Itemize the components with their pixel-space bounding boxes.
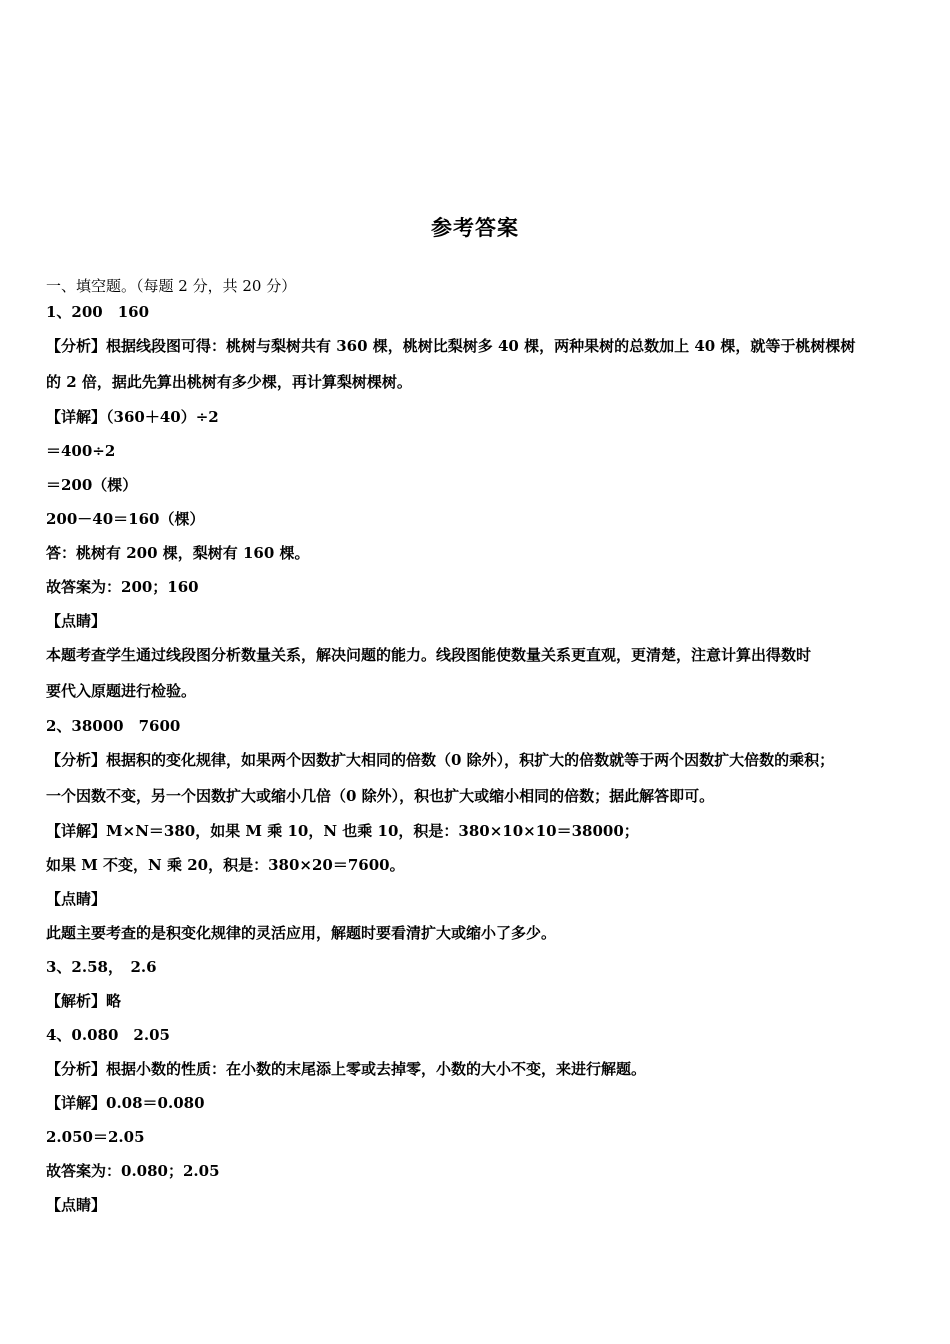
- q1-answer: 1、200 160: [46, 303, 150, 321]
- analysis-tag: 【分析】: [46, 1060, 107, 1078]
- q1-detail-line: 200－40＝160（棵）: [46, 510, 205, 528]
- q1-detail-text: （360＋40）÷2: [106, 408, 219, 426]
- q4-comment-tag: 【点睛】: [46, 1196, 107, 1214]
- q2-comment: 此题主要考查的是积变化规律的灵活应用，解题时要看清扩大或缩小了多少。: [46, 924, 557, 942]
- q3-analysis: [46, 991, 916, 1011]
- q2-comment-tag: 【点睛】: [46, 890, 107, 908]
- q1-detail-line: 答：桃树有 200 棵，梨树有 160 棵。: [46, 544, 310, 562]
- q1-detail-line: ＝400÷2: [46, 442, 116, 460]
- q1-detail-line: 故答案为：200；160: [46, 578, 199, 596]
- q1-comment-tag: 【点睛】: [46, 612, 107, 630]
- q4-detail-text: 0.08＝0.080: [106, 1094, 205, 1112]
- q1-detail-line: ＝200（棵）: [46, 476, 138, 494]
- q1-analysis: [46, 336, 916, 356]
- q2-detail-text: M×N＝380，如果 M 乘 10，N 也乘 10，积是：380×10×10＝38000；: [106, 822, 639, 840]
- q4-analysis: [46, 1059, 916, 1079]
- q3-answer: 3、2.58， 2.6: [46, 958, 157, 976]
- q3-analysis-text: 略: [106, 992, 122, 1010]
- analysis-tag: 【分析】: [46, 337, 107, 355]
- q1-analysis-cont: 的 2 倍，据此先算出桃树有多少棵，再计算梨树棵树。: [46, 373, 412, 391]
- q1-comment-cont: 要代入原题进行检验。: [46, 682, 197, 700]
- q1-detail: [46, 407, 916, 427]
- q2-analysis-text: 根据积的变化规律，如果两个因数扩大相同的倍数（0 除外），积扩大的倍数就等于两个因数扩大倍数的乘积；: [106, 751, 835, 769]
- detail-tag: 【详解】: [46, 822, 107, 840]
- q1-analysis-text: 根据线段图可得：桃树与梨树共有 360 棵，桃树比梨树多 40 棵，两种果树的总数加上 40 棵，就等于桃树棵树: [106, 337, 856, 355]
- q2-detail-line: 如果 M 不变，N 乘 20，积是：380×20＝7600。: [46, 856, 405, 874]
- detail-tag: 【详解】: [46, 1094, 107, 1112]
- q2-analysis: [46, 750, 916, 770]
- q4-answer: 4、0.080 2.05: [46, 1026, 170, 1044]
- detail-tag: 【详解】: [46, 408, 107, 426]
- q1-comment: 本题考查学生通过线段图分析数量关系，解决问题的能力。线段图能使数量关系更直观，更清楚，注意计算出得数时: [46, 646, 812, 664]
- q4-detail: [46, 1093, 916, 1113]
- page-title: 参考答案: [431, 216, 519, 240]
- q4-detail-line: 2.050＝2.05: [46, 1128, 145, 1146]
- analysis-tag: 【解析】: [46, 992, 107, 1010]
- q4-analysis-text: 根据小数的性质：在小数的末尾添上零或去掉零，小数的大小不变，来进行解题。: [106, 1060, 647, 1078]
- q4-detail-line: 故答案为：0.080；2.05: [46, 1162, 220, 1180]
- q2-detail: [46, 821, 916, 841]
- section-heading: 一、填空题。（每题 2 分，共 20 分）: [46, 277, 297, 295]
- q2-answer: 2、38000 7600: [46, 717, 181, 735]
- analysis-tag: 【分析】: [46, 751, 107, 769]
- q2-analysis-cont: 一个因数不变，另一个因数扩大或缩小几倍（0 除外），积也扩大或缩小相同的倍数；据此解答即可。: [46, 787, 715, 805]
